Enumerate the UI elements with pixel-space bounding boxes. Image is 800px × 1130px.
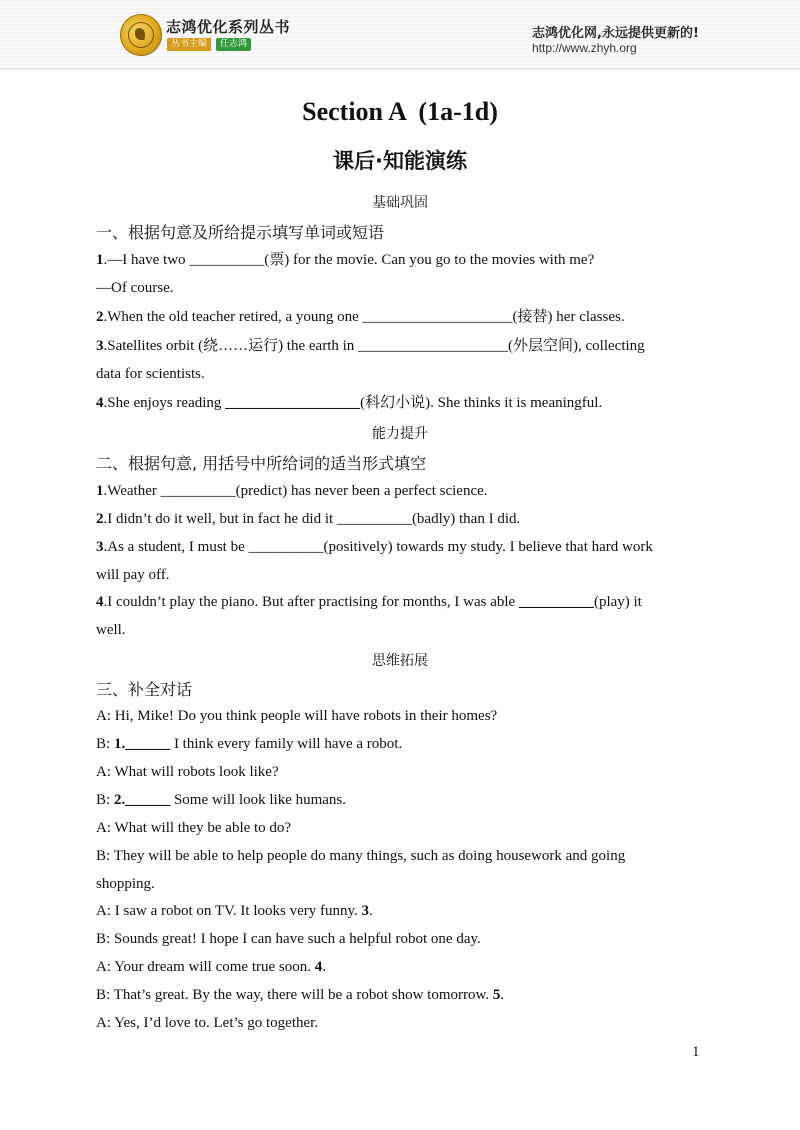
page-header bbox=[0, 0, 800, 70]
exercise-line: 2.When the old teacher retired, a young one ____________________(接替) her classes. bbox=[96, 309, 625, 325]
dialogue-line: B: They will be able to help people do many things, such as doing housework and going bbox=[96, 848, 626, 864]
dialogue-line: shopping. bbox=[96, 876, 155, 892]
exercise-line: 1.Weather __________(predict) has never been a perfect science. bbox=[96, 483, 488, 499]
exercise-line: 2.I didn’t do it well, but in fact he did it __________(badly) than I did. bbox=[96, 511, 521, 527]
dialogue-line: B: That’s great. By the way, there will be a robot show tomorrow. 5. bbox=[96, 987, 505, 1003]
section-label-extension: 思维拓展 bbox=[372, 653, 428, 669]
dialogue-line: A: I saw a robot on TV. It looks very funny. 3. bbox=[96, 903, 373, 919]
dialogue-line: A: Hi, Mike! Do you think people will have robots in their homes? bbox=[96, 708, 498, 724]
section-heading-1: 一、根据句意及所给提示填写单词或短语 bbox=[96, 223, 385, 242]
dialogue-line: B: 1.______ I think every family will have a robot. bbox=[96, 736, 403, 752]
header-url[interactable]: http://www.zhyh.org bbox=[532, 41, 637, 55]
seal-icon bbox=[120, 14, 162, 56]
exercise-line: data for scientists. bbox=[96, 366, 205, 382]
exercise-line: 1.—I have two __________(票) for the movie. Can you go to the movies with me? bbox=[96, 252, 595, 268]
answer-blank[interactable]: 1.______ bbox=[113, 736, 171, 752]
editor-badge: 丛书主编 bbox=[167, 38, 211, 51]
exercise-line: will pay off. bbox=[96, 567, 170, 583]
page-title: Section A (1a-1d) bbox=[302, 97, 498, 126]
series-logo bbox=[120, 14, 290, 58]
series-title: 志鸿优化系列丛书 bbox=[166, 18, 291, 36]
dialogue-line: A: What will robots look like? bbox=[96, 764, 279, 780]
answer-number: 5 bbox=[492, 987, 501, 1003]
exercise-line: 3.Satellites orbit (绕……运行) the earth in ____________________(外层空间), collecting bbox=[96, 338, 645, 354]
answer-blank[interactable]: 2.______ bbox=[113, 792, 171, 808]
dialogue-line: B: Sounds great! I hope I can have such a helpful robot one day. bbox=[96, 931, 481, 947]
dialogue-line: A: Your dream will come true soon. 4. bbox=[96, 959, 326, 975]
editor-name-badge: 任志鸿 bbox=[216, 38, 251, 51]
exercise-line: —Of course. bbox=[96, 280, 174, 296]
answer-blank[interactable]: __________ bbox=[518, 594, 594, 610]
section-label-advanced: 能力提升 bbox=[372, 426, 428, 442]
section-heading-3: 三、补全对话 bbox=[96, 680, 193, 699]
dialogue-line: A: What will they be able to do? bbox=[96, 820, 292, 836]
answer-blank[interactable]: __________________ bbox=[225, 395, 361, 411]
exercise-line: 4.She enjoys reading __________________(科幻小说). She thinks it is meaningful. bbox=[96, 395, 603, 411]
section-label-basic: 基础巩固 bbox=[372, 195, 428, 211]
section-heading-2: 二、根据句意, 用括号中所给词的适当形式填空 bbox=[96, 454, 427, 473]
exercise-line: 4.I couldn’t play the piano. But after practising for months, I was able __________(play) it bbox=[96, 594, 642, 610]
header-slogan: 志鸿优化网,永远提供更新的! bbox=[532, 26, 699, 41]
exercise-line: well. bbox=[96, 622, 126, 638]
exercise-line: 3.As a student, I must be __________(positively) towards my study. I believe that hard work bbox=[96, 539, 653, 555]
dialogue-line: A: Yes, I’d love to. Let’s go together. bbox=[96, 1015, 319, 1031]
page-subtitle: 课后·知能演练 bbox=[333, 149, 467, 173]
answer-number: 3 bbox=[361, 903, 370, 919]
header-divider bbox=[0, 68, 800, 69]
answer-number: 4 bbox=[314, 959, 323, 975]
dialogue-line: B: 2.______ Some will look like humans. bbox=[96, 792, 347, 808]
page-number: 1 bbox=[692, 1044, 700, 1060]
